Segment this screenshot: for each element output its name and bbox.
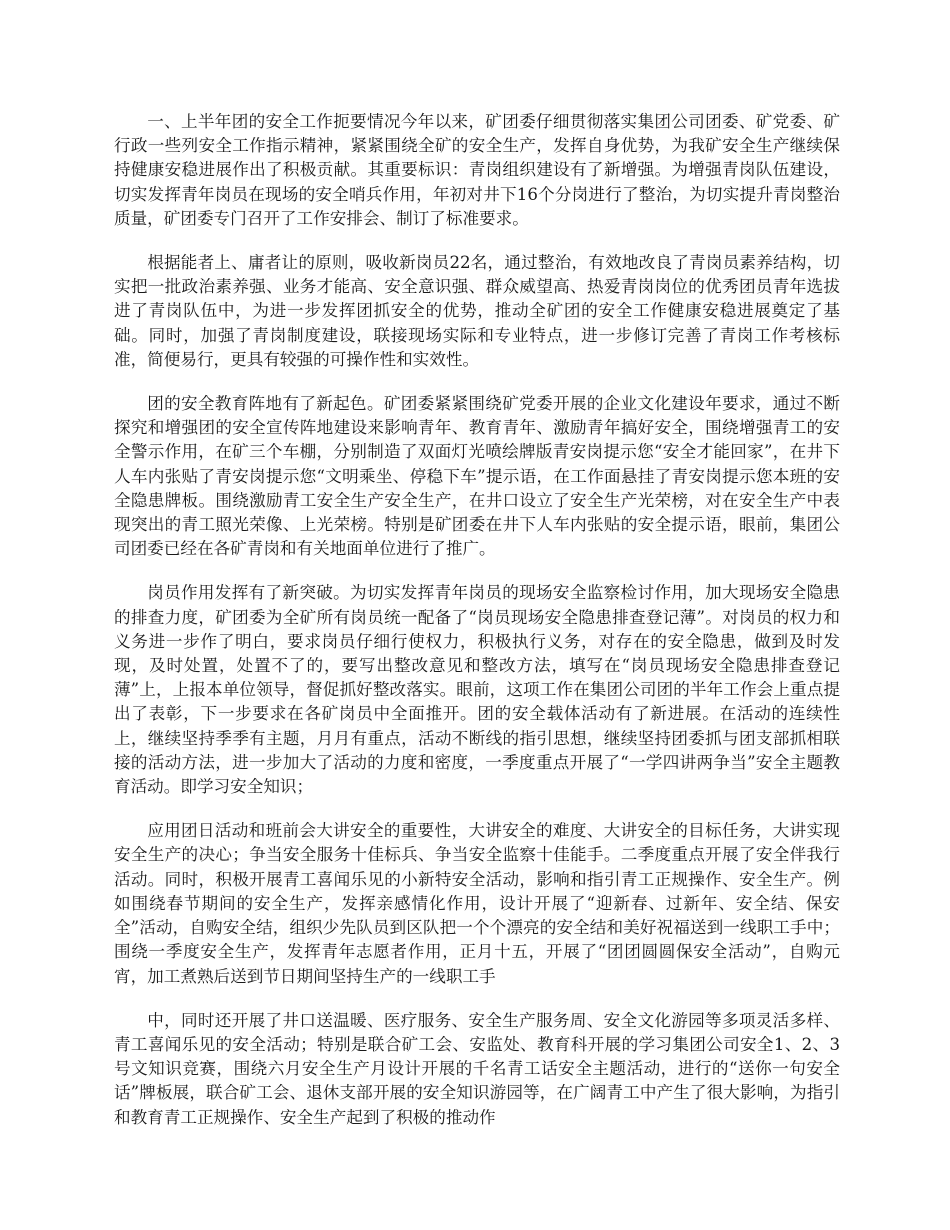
paragraph-1: 一、上半年团的安全工作扼要情况今年以来，矿团委仔细贯彻落实集团公司团委、矿党委、矿行政一些列安全工作指示精神，紧紧围绕全矿的安全生产，发挥自身优势，为我矿安全生产继续保持健康安稳进展作出了积极贡献。其重要标识：青岗组织建设有了新增强。为增强青岗队伍建设，切实发挥青年岗员在现场的安全哨兵作用，年初对井下16个分岗进行了整治，为切实提升青岗整治质量，矿团委专门召开了工作安排会、制订了标准要求。 <box>114 112 840 228</box>
paragraph-3: 团的安全教育阵地有了新起色。矿团委紧紧围绕矿党委开展的企业文化建设年要求，通过不断探究和增强团的安全宣传阵地建设来影响青年、教育青年、激励青年搞好安全，围绕增强青工的安全警示作用，在矿三个车棚，分别制造了双面灯光喷绘牌版青安岗提示您“安全才能回家”，在井下人车内张贴了青安岗提示您“文明乘坐、停稳下车”提示语，在工作面悬挂了青安岗提示您本班的安全隐患牌板。围绕激励青工安全生产安全生产，在井口设立了安全生产光荣榜，对在安全生产中表现突出的青工照光荣像、上光荣榜。特别是矿团委在井下人车内张贴的安全提示语，眼前，集团公司团委已经在各矿青岗和有关地面单位进行了推广。 <box>114 394 840 559</box>
paragraph-2: 根据能者上、庸者让的原则，吸收新岗员22名，通过整治，有效地改良了青岗员素养结构，切实把一批政治素养强、业务才能高、安全意识强、群众威望高、热爱青岗岗位的优秀团员青年选拔进了青岗队伍中，为进一步发挥团抓安全的优势，推动全矿团的安全工作健康安稳进展奠定了基础。同时，加强了青岗制度建设，联接现场实际和专业特点，进一步修订完善了青岗工作考核标准，简便易行，更具有较强的可操作性和实效性。 <box>114 253 840 369</box>
document-body <box>114 110 840 1150</box>
paragraph-6: 中，同时还开展了井口送温暖、医疗服务、安全生产服务周、安全文化游园等多项灵活多样、青工喜闻乐见的安全活动；特别是联合矿工会、安监处、教育科开展的学习集团公司安全1、2、3号文知识竞赛，围绕六月安全生产月设计开展的千名青工话安全主题活动，进行的“送你一句安全话”牌板展，联合矿工会、退休支部开展的安全知识游园等，在广阔青工中产生了很大影响，为指引和教育青工正规操作、安全生产起到了积极的推动作 <box>114 1010 840 1127</box>
paragraph-5: 应用团日活动和班前会大讲安全的重要性，大讲安全的难度、大讲安全的目标任务，大讲实现安全生产的决心；争当安全服务十佳标兵、争当安全监察十佳能手。二季度重点开展了安全伴我行活动。同时，积极开展青工喜闻乐见的小新特安全活动，影响和指引青工正规操作、安全生产。例如围绕春节期间的安全生产，发挥亲感情化作用，设计开展了“迎新春、过新年、安全结、保安全”活动，自购安全结，组织少先队员到区队把一个个漂亮的安全结和美好祝福送到一线职工手中；围绕一季度安全生产，发挥青年志愿者作用，正月十五，开展了“团团圆圆保安全活动”，自购元宵，加工煮熟后送到节日期间坚持生产的一线职工手 <box>114 821 840 986</box>
paragraph-4: 岗员作用发挥有了新突破。为切实发挥青年岗员的现场安全监察检讨作用，加大现场安全隐患的排查力度，矿团委为全矿所有岗员统一配备了“岗员现场安全隐患排查登记薄”。对岗员的权力和义务进一步作了明白，要求岗员仔细行使权力，积极执行义务，对存在的安全隐患，做到及时发现，及时处置，处置不了的，要写出整改意见和整改方法，填写在“岗员现场安全隐患排查登记薄”上，上报本单位领导，督促抓好整改落实。眼前，这项工作在集团公司团的半年工作会上重点提出了表彰，下一步要求在各矿岗员中全面推开。团的安全载体活动有了新进展。在活动的连续性上，继续坚持季季有主题，月月有重点，活动不断线的指引思想，继续坚持团委抓与团支部抓相联接的活动方法，进一步加大了活动的力度和密度，一季度重点开展了“一学四讲两争当”安全主题教育活动。即学习安全知识； <box>114 583 840 797</box>
